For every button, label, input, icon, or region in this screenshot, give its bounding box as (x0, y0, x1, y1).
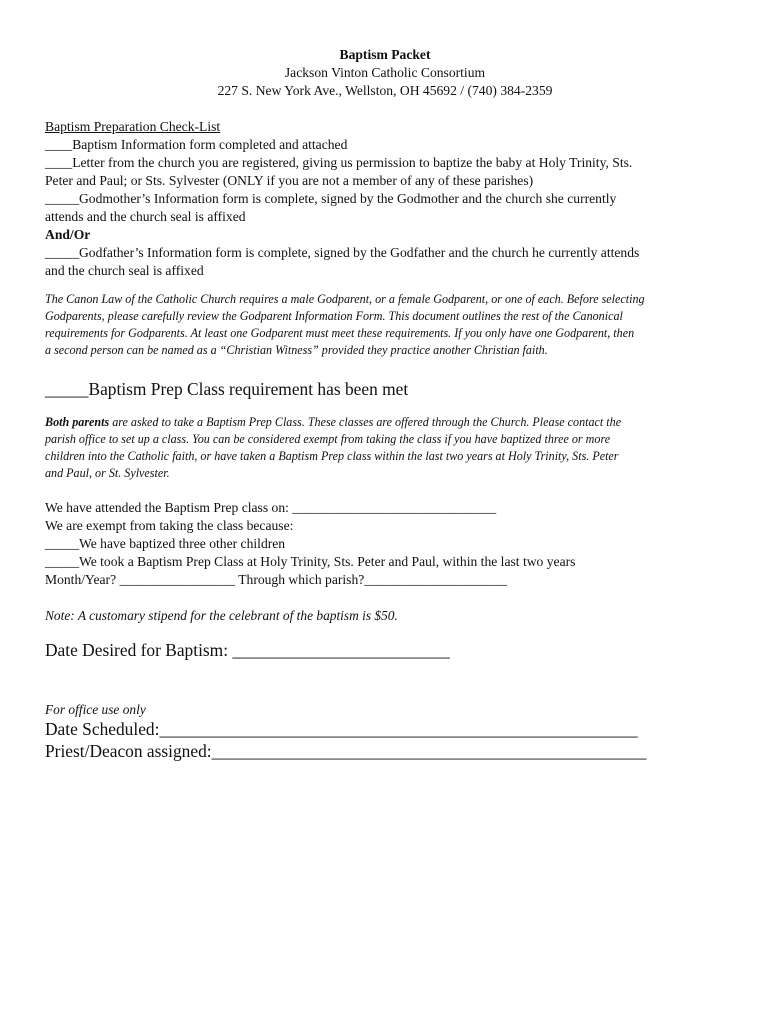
exempt-reason-label: We are exempt from taking the class because: (45, 518, 294, 533)
canon-note-line: The Canon Law of the Catholic Church requires a male Godparent, or a female Godparent, or one of each. Before selecting (45, 292, 645, 306)
checklist-item-baptism-form: ____Baptism Information form completed and attached (45, 137, 348, 152)
prep-note-line: and Paul, or St. Sylvester. (45, 466, 170, 480)
organization-name: Jackson Vinton Catholic Consortium (284, 65, 486, 81)
date-desired-field[interactable]: Date Desired for Baptism: _________________________ (45, 640, 450, 660)
canon-note-line: requirements for Godparents. At least one Godparent must meet these requirements. If you only have one Godparent, then (45, 326, 635, 340)
canon-law-note (45, 291, 725, 359)
prep-class-note (45, 414, 725, 482)
checklist-item-godfather-line2: and the church seal is affixed (45, 263, 204, 278)
checklist-item-godfather-line1: _____Godfather’s Information form is complete, signed by the Godfather and the church he currently attends (45, 245, 640, 260)
month-year-parish-field[interactable]: Month/Year? _________________ Through which parish?_____________________ (45, 572, 508, 587)
office-use-label: For office use only (45, 702, 146, 717)
document-header (0, 46, 770, 101)
priest-deacon-field[interactable]: Priest/Deacon assigned:__________________________________________________ (45, 741, 647, 761)
attended-class-field[interactable]: We have attended the Baptism Prep class on: ______________________________ (45, 500, 497, 515)
checklist-heading: Baptism Preparation Check-List (45, 119, 221, 134)
organization-address: 227 S. New York Ave., Wellston, OH 45692 / (740) 384-2359 (217, 83, 553, 99)
canon-note-line: a second person can be named as a “Christian Witness” provided they practice another Christian faith. (45, 343, 548, 357)
prep-note-line: children into the Catholic faith, or have taken a Baptism Prep class within the last two years at Holy Trinity, Sts. Peter (45, 449, 619, 463)
checklist-item-letter-line2: Peter and Paul; or Sts. Sylvester (ONLY if you are not a member of any of these parishes) (45, 173, 534, 188)
both-parents-emphasis: Both parents (45, 415, 110, 429)
date-scheduled-field[interactable]: Date Scheduled:_______________________________________________________ (45, 719, 638, 739)
checklist-item-godmother-line2: attends and the church seal is affixed (45, 209, 246, 224)
stipend-note: Note: A customary stipend for the celebrant of the baptism is $50. (45, 608, 398, 623)
exempt-option-prior-class[interactable]: _____We took a Baptism Prep Class at Holy Trinity, Sts. Peter and Paul, within the last two years (45, 554, 576, 569)
prep-note-text: are asked to take a Baptism Prep Class. These classes are offered through the Church. Please contact the (109, 415, 622, 429)
checklist-item-godmother-line1: _____Godmother’s Information form is complete, signed by the Godmother and the church she currently (45, 191, 617, 206)
document-body (45, 118, 725, 762)
prep-note-line: parish office to set up a class. You can be considered exempt from taking the class if you have baptized three or more (45, 432, 611, 446)
document-title: Baptism Packet (339, 47, 431, 62)
exempt-option-baptized-three[interactable]: _____We have baptized three other children (45, 536, 286, 551)
canon-note-line: Godparents, please carefully review the Godparent Information Form. This document outlines the rest of the Canonical (45, 309, 623, 323)
prep-class-requirement: _____Baptism Prep Class requirement has been met (45, 379, 409, 399)
checklist-andor: And/Or (45, 227, 91, 242)
checklist-item-letter-line1: ____Letter from the church you are registered, giving us permission to baptize the baby at Holy Trinity, Sts. (45, 155, 633, 170)
